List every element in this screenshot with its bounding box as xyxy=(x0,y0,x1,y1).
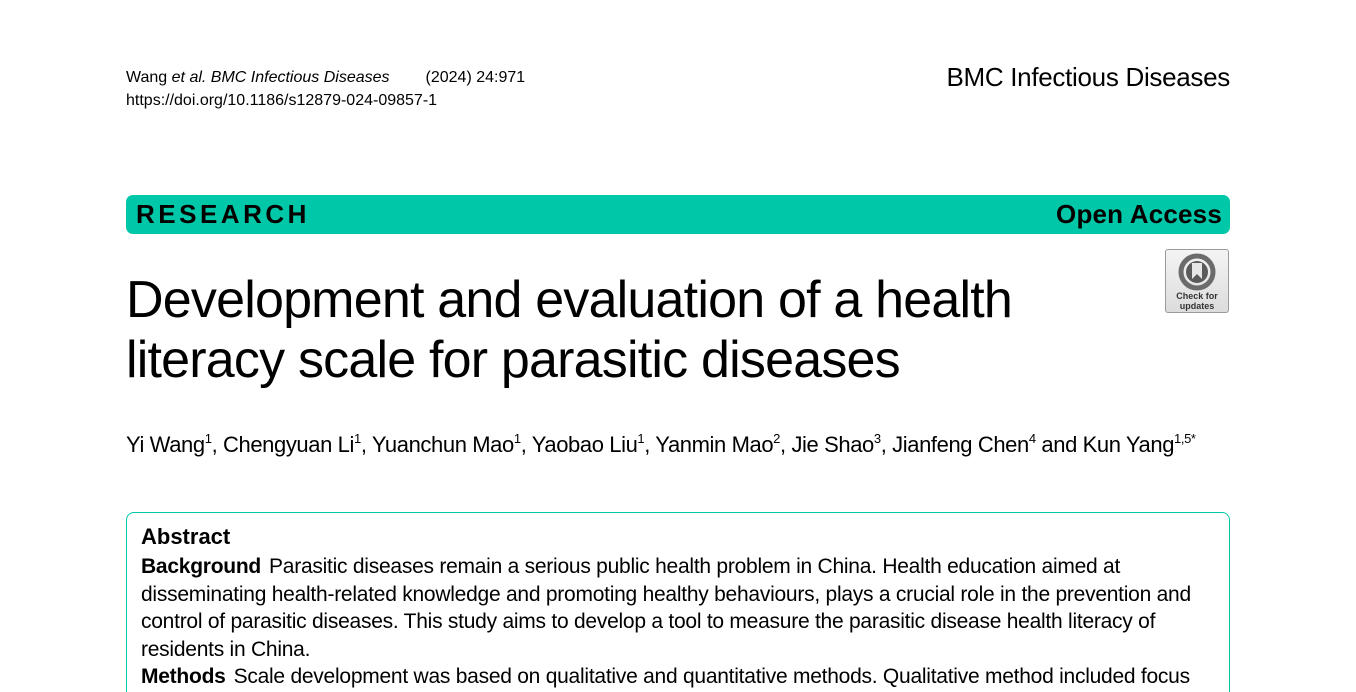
journal-name: BMC Infectious Diseases xyxy=(946,62,1230,92)
author-separator: , xyxy=(880,432,893,457)
author-name[interactable]: Jianfeng Chen xyxy=(892,432,1029,457)
crossmark-icon xyxy=(1178,253,1216,291)
author-name[interactable]: Kun Yang xyxy=(1082,432,1175,457)
article-type-label: RESEARCH xyxy=(136,199,310,229)
article-title-line1: Development and evaluation of a health xyxy=(126,271,1013,329)
citation-etal: et al. xyxy=(171,69,207,86)
background-label: Background xyxy=(141,555,262,578)
author-name[interactable]: Yanmin Mao xyxy=(655,432,774,457)
author-affiliation[interactable]: 1 xyxy=(204,431,212,446)
author-affiliation[interactable]: 1 xyxy=(637,431,645,446)
author-separator: , xyxy=(211,432,223,457)
author-affiliation[interactable]: 4 xyxy=(1028,431,1036,446)
citation-authors: Wang xyxy=(126,69,168,86)
abstract-methods xyxy=(141,663,1221,691)
crossmark-label-line2: updates xyxy=(1179,301,1215,311)
article-type-banner xyxy=(126,195,1230,234)
crossmark-label-line1: Check for xyxy=(1176,291,1218,301)
author-affiliation[interactable]: 2 xyxy=(773,431,781,446)
author-affiliation[interactable]: 1,5* xyxy=(1174,431,1196,446)
abstract-background xyxy=(141,553,1221,663)
abstract-box xyxy=(126,512,1230,692)
open-access-label: Open Access xyxy=(1056,199,1222,229)
background-text: Parasitic diseases remain a serious public health problem in China. Health education aimed at disseminating health-related knowledge and promoting healthy behaviours, plays a crucial role in the prevention and control of parasitic diseases. This study aims to develop a tool to measure the parasitic disease health literacy of residents in China. xyxy=(141,555,1191,661)
citation-journal: BMC Infectious Diseases xyxy=(210,69,390,86)
author-name[interactable]: Yaobao Liu xyxy=(531,432,638,457)
author-affiliation[interactable]: 1 xyxy=(513,431,521,446)
methods-label: Methods xyxy=(141,665,226,688)
author-separator: , xyxy=(644,432,656,457)
author-affiliation[interactable]: 1 xyxy=(353,431,361,446)
author-name[interactable]: Yuanchun Mao xyxy=(371,432,514,457)
citation-block xyxy=(126,66,525,112)
article-title xyxy=(126,270,1126,390)
author-affiliation[interactable]: 3 xyxy=(873,431,881,446)
author-separator: and xyxy=(1035,432,1083,457)
author-name[interactable]: Jie Shao xyxy=(791,432,874,457)
author-separator: , xyxy=(360,432,372,457)
citation-volume: (2024) 24:971 xyxy=(425,69,526,86)
citation-line xyxy=(126,66,525,89)
abstract-heading: Abstract xyxy=(141,524,231,549)
doi-link[interactable]: https://doi.org/10.1186/s12879-024-09857-1 xyxy=(126,92,438,109)
methods-text: Scale development was based on qualitative and quantitative methods. Qualitative method included focus xyxy=(233,665,1190,688)
check-for-updates-button[interactable] xyxy=(1165,249,1229,313)
author-name[interactable]: Yi Wang xyxy=(126,432,205,457)
author-list xyxy=(126,432,1196,458)
author-separator: , xyxy=(520,432,532,457)
article-title-line2: literacy scale for parasitic diseases xyxy=(126,331,900,389)
author-name[interactable]: Chengyuan Li xyxy=(223,432,354,457)
author-separator: , xyxy=(780,432,792,457)
